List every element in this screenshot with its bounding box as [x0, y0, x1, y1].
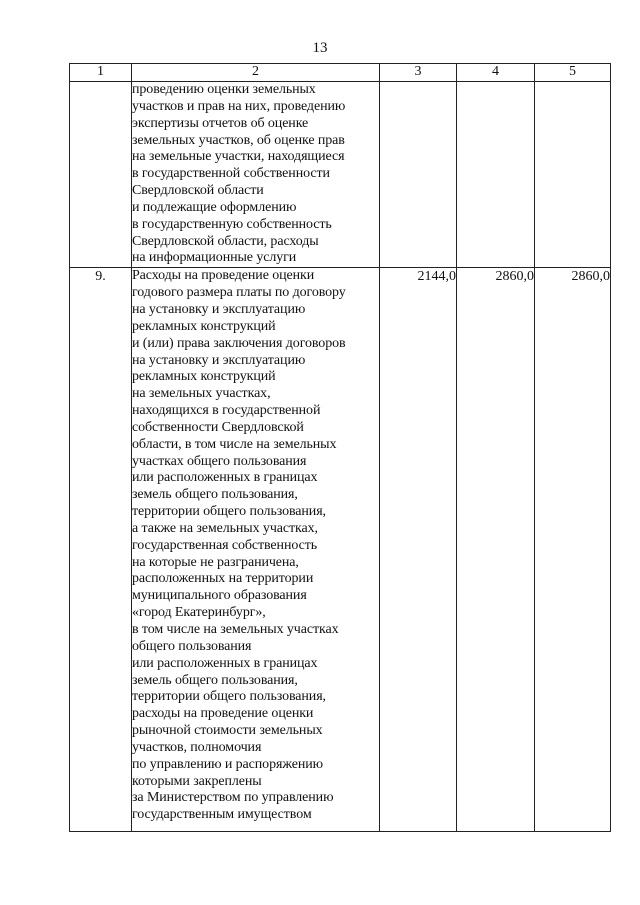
row-description: проведению оценки земельных участков и прав на них, проведению экспертизы отчетов об оценке земельных участков, об оценке прав на земельные участки, находящиеся в государственной собственности Свердловской области и подлежащие оформлению в государственную собственность Свердловской области, расходы на информационные услуги	[132, 82, 380, 268]
header-col-4: 4	[457, 64, 535, 82]
budget-table	[69, 63, 611, 832]
header-col-3: 3	[380, 64, 457, 82]
table-row-9	[70, 268, 611, 832]
header-col-1: 1	[70, 64, 132, 82]
row-value-col-5: 2860,0	[535, 268, 611, 832]
row-number	[70, 82, 132, 268]
row-value-col-3	[380, 82, 457, 268]
row-number: 9.	[70, 268, 132, 832]
row-description: Расходы на проведение оценки годового размера платы по договору на установку и эксплуатацию рекламных конструкций и (или) права заключения договоров на установку и эксплуатацию рекламных конструкций на земельных участках, находящихся в государственной собственности Свердловской области, в том числе на земельных участках общего пользования или расположенных в границах земель общего пользования, территории общего пользования, а также на земельных участках, государственная собственность на которые не разграничена, расположенных на территории муниципального образования «город Екатеринбург», в том числе на земельных участках общего пользования или расположенных в границах земель общего пользования, территории общего пользования, расходы на проведение оценки рыночной стоимости земельных участков, полномочия по управлению и распоряжению которыми закреплены за Министерством по управлению государственным имуществом	[132, 268, 380, 832]
table-row-continuation	[70, 82, 611, 268]
row-value-col-3: 2144,0	[380, 268, 457, 832]
header-col-2: 2	[132, 64, 380, 82]
row-value-col-4	[457, 82, 535, 268]
table-header-row	[70, 64, 611, 82]
page-number: 13	[312, 40, 328, 56]
row-value-col-5	[535, 82, 611, 268]
header-col-5: 5	[535, 64, 611, 82]
row-value-col-4: 2860,0	[457, 268, 535, 832]
